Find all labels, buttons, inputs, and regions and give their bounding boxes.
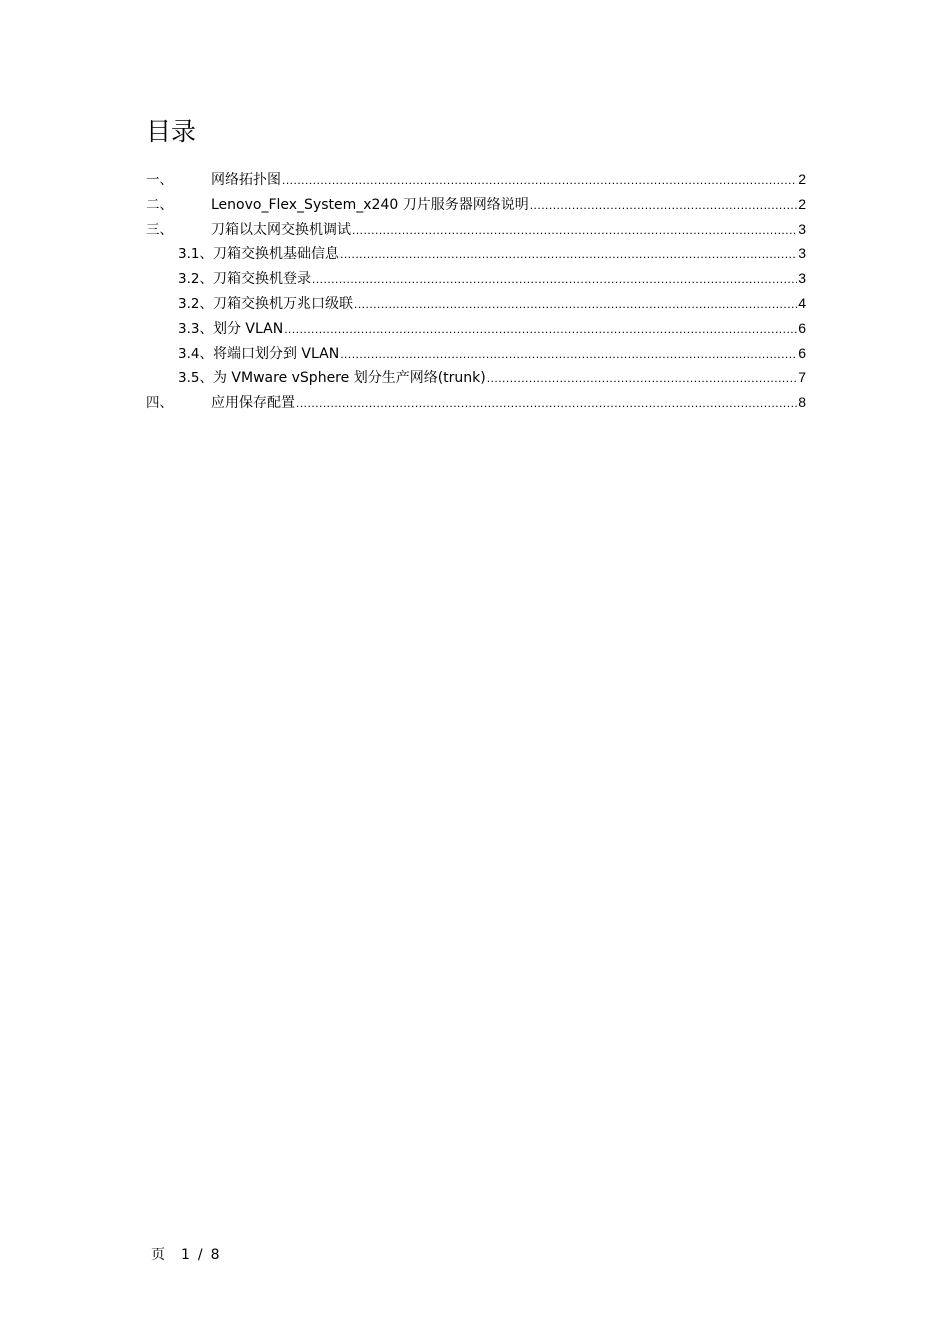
toc-dot-leader bbox=[340, 242, 797, 267]
toc-entry-network-topology[interactable] bbox=[146, 167, 806, 192]
toc-entry-page: 2 bbox=[798, 171, 806, 187]
toc-entry-number: 3.1、 bbox=[178, 246, 213, 263]
toc-entry-switch-login[interactable] bbox=[146, 266, 806, 291]
toc-dot-leader bbox=[340, 342, 797, 367]
toc-entry-page: 3 bbox=[798, 220, 806, 237]
toc-entry-page: 3 bbox=[798, 245, 806, 262]
toc-entry-create-vlan[interactable] bbox=[146, 316, 806, 341]
toc-entry-title: 网络拓扑图 bbox=[211, 172, 281, 188]
toc-entry-title: 刀箱交换机基础信息 bbox=[212, 246, 339, 263]
toc-entry-page: 4 bbox=[798, 294, 806, 311]
footer-current-page: 1 bbox=[181, 1247, 190, 1263]
toc-list bbox=[146, 167, 806, 415]
toc-entry-page: 6 bbox=[798, 344, 806, 361]
toc-entry-number: 3.3、 bbox=[178, 320, 213, 337]
toc-entry-10g-cascade[interactable] bbox=[146, 291, 806, 316]
toc-entry-title: 应用保存配置 bbox=[211, 395, 295, 412]
toc-entry-assign-port-vlan[interactable] bbox=[146, 341, 806, 366]
toc-entry-number: 一、 bbox=[146, 172, 173, 188]
toc-dot-leader bbox=[296, 391, 797, 416]
toc-dot-leader bbox=[487, 366, 797, 391]
toc-dot-leader bbox=[530, 193, 797, 218]
toc-entry-number: 三、 bbox=[146, 221, 173, 238]
toc-entry-page: 2 bbox=[798, 195, 806, 212]
toc-entry-page: 6 bbox=[798, 319, 806, 336]
toc-dot-leader bbox=[282, 168, 797, 193]
toc-dot-leader bbox=[284, 317, 797, 342]
toc-entry-vsphere-trunk[interactable] bbox=[146, 365, 806, 390]
toc-entry-page: 8 bbox=[798, 394, 806, 411]
toc-entry-title: 刀箱以太网交换机调试 bbox=[211, 221, 351, 238]
toc-entry-switch-basic-info[interactable] bbox=[146, 241, 806, 266]
footer-total-pages: 8 bbox=[210, 1247, 220, 1263]
toc-entry-number: 四、 bbox=[146, 395, 173, 412]
toc-entry-save-config[interactable] bbox=[146, 390, 806, 415]
toc-entry-title: 刀箱交换机万兆口级联 bbox=[212, 295, 353, 312]
toc-entry-page: 3 bbox=[798, 270, 806, 287]
toc-entry-title: 刀箱交换机登录 bbox=[212, 271, 311, 288]
footer-page-separator: / bbox=[197, 1247, 203, 1263]
toc-entry-number: 3.2、 bbox=[178, 271, 213, 288]
toc-dot-leader bbox=[354, 292, 797, 317]
toc-entry-title: 将端口划分到 VLAN bbox=[212, 345, 340, 362]
toc-entry-title: 为 VMware vSphere 划分生产网络(trunk) bbox=[212, 370, 486, 387]
toc-entry-blade-network[interactable] bbox=[146, 192, 806, 217]
toc-entry-number: 二、 bbox=[146, 196, 173, 213]
toc-entry-number: 3.5、 bbox=[178, 370, 213, 387]
toc-entry-number: 3.2、 bbox=[178, 295, 213, 312]
toc-dot-leader bbox=[312, 267, 797, 292]
toc-entry-switch-debug[interactable] bbox=[146, 217, 806, 242]
toc-entry-title: Lenovo_Flex_System_x240 刀片服务器网络说明 bbox=[211, 196, 529, 213]
toc-entry-number: 3.4、 bbox=[178, 345, 213, 362]
toc-entry-page: 7 bbox=[798, 369, 806, 386]
toc-dot-leader bbox=[352, 218, 797, 243]
toc-entry-title: 划分 VLAN bbox=[212, 320, 284, 337]
toc-heading: 目录 bbox=[146, 117, 197, 146]
page-footer bbox=[151, 1245, 220, 1265]
footer-page-label: 页 bbox=[151, 1247, 165, 1263]
